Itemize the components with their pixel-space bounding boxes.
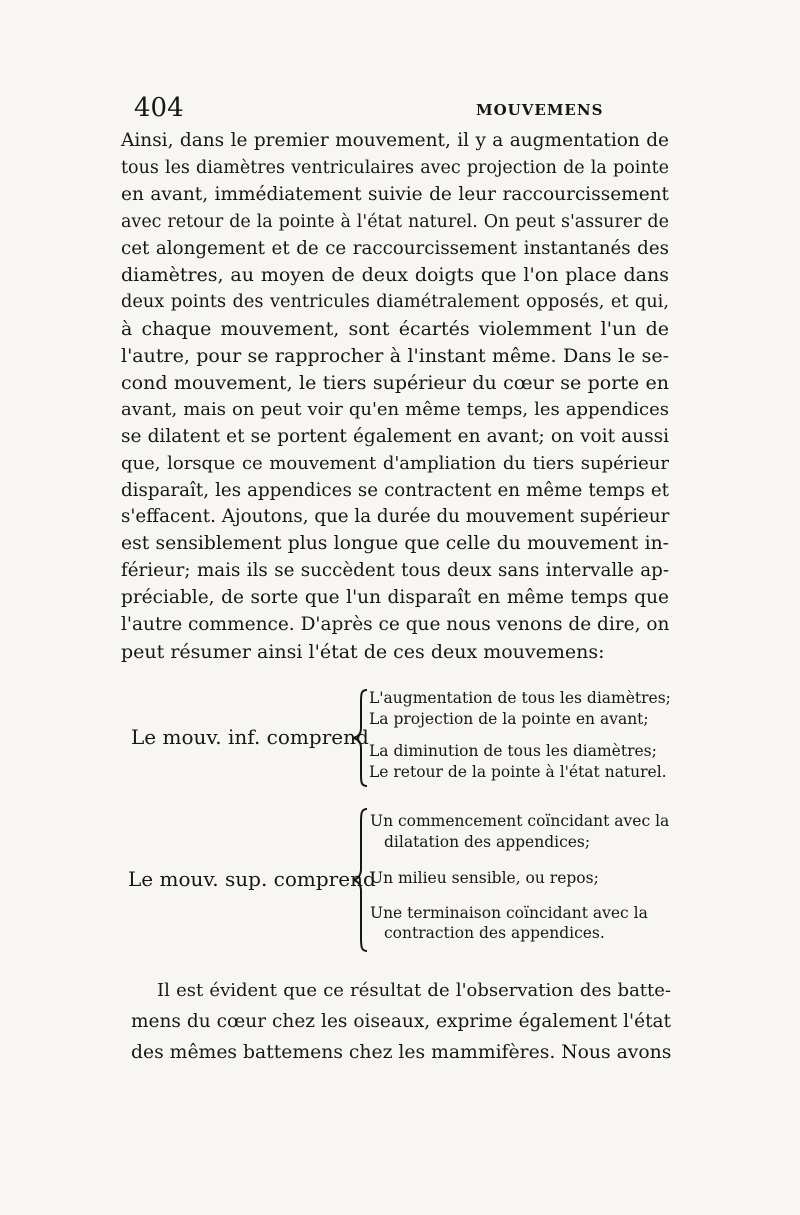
summary-inferior bbox=[0, 688, 800, 788]
text-line: cond mouvement, le tiers supérieur du cœur se porte en bbox=[121, 372, 669, 395]
text-line: préciable, de sorte que l'un disparaît en même temps que bbox=[121, 587, 669, 609]
summary-items bbox=[370, 811, 670, 944]
summary-label: Le mouv. sup. comprend bbox=[128, 867, 376, 891]
running-head: MOUVEMENS bbox=[476, 101, 604, 119]
page-number: 404 bbox=[134, 93, 184, 123]
text-line: férieur; mais ils se succèdent tous deux sans intervalle ap- bbox=[121, 560, 669, 582]
list-item: L'augmentation de tous les diamètres; bbox=[369, 689, 671, 707]
summary-items bbox=[369, 688, 671, 782]
list-item: Un milieu sensible, ou repos; bbox=[370, 869, 599, 887]
text-line: Ainsi, dans le premier mouvement, il y a augmentation de bbox=[121, 130, 669, 151]
text-line: que, lorsque ce mouvement d'ampliation du tiers supérieur bbox=[121, 452, 669, 474]
text-line: s'effacent. Ajoutons, que la durée du mouvement supérieur bbox=[121, 506, 670, 528]
text-line: se dilatent et se portent également en avant; on voit aussi bbox=[121, 425, 669, 447]
paragraph-2 bbox=[131, 975, 671, 1068]
list-item: contraction des appendices. bbox=[384, 924, 605, 942]
text-line: disparaît, les appendices se contractent en même temps et bbox=[121, 479, 669, 501]
text-line: avec retour de la pointe à l'état naturel. On peut s'assurer de bbox=[121, 211, 669, 232]
list-item: La diminution de tous les diamètres; bbox=[369, 742, 657, 760]
summary-label: Le mouv. inf. comprend bbox=[131, 725, 369, 749]
left-brace-icon bbox=[350, 807, 370, 953]
page-header bbox=[134, 93, 669, 123]
text-line: des mêmes battemens chez les mammifères. Nous avons bbox=[131, 1042, 672, 1063]
text-line: Il est évident que ce résultat de l'observation des batte- bbox=[157, 980, 671, 1001]
text-line: l'autre, pour se rapprocher à l'instant même. Dans le se- bbox=[121, 345, 669, 368]
text-line: cet alongement et de ce raccourcissement instantanés des bbox=[121, 237, 669, 259]
text-line: peut résumer ainsi l'état de ces deux mouvemens: bbox=[121, 640, 605, 663]
text-line: en avant, immédiatement suivie de leur raccourcissement bbox=[121, 183, 669, 205]
left-brace-icon bbox=[350, 688, 370, 788]
list-item: Le retour de la pointe à l'état naturel. bbox=[369, 762, 667, 781]
list-item: Une terminaison coïncidant avec la bbox=[370, 903, 648, 922]
list-item: La projection de la pointe en avant; bbox=[369, 709, 649, 728]
text-line: est sensiblement plus longue que celle du mouvement in- bbox=[121, 533, 669, 555]
text-line: à chaque mouvement, sont écartés violemment l'un de bbox=[121, 318, 669, 341]
text-line: avant, mais on peut voir qu'en même temps, les appendices bbox=[121, 398, 669, 420]
list-item: dilatation des appendices; bbox=[384, 832, 591, 851]
text-line: diamètres, au moyen de deux doigts que l'on place dans bbox=[121, 264, 669, 287]
summary-superior bbox=[0, 807, 800, 953]
text-line: l'autre commence. D'après ce que nous venons de dire, on bbox=[121, 614, 670, 636]
text-line: tous les diamètres ventriculaires avec projection de la pointe bbox=[121, 157, 669, 178]
paragraph-1 bbox=[121, 128, 669, 666]
text-line: mens du cœur chez les oiseaux, exprime également l'état bbox=[131, 1011, 671, 1032]
list-item: Un commencement coïncidant avec la bbox=[370, 812, 670, 830]
text-line: deux points des ventricules diamétralement opposés, et qui, bbox=[121, 292, 669, 313]
